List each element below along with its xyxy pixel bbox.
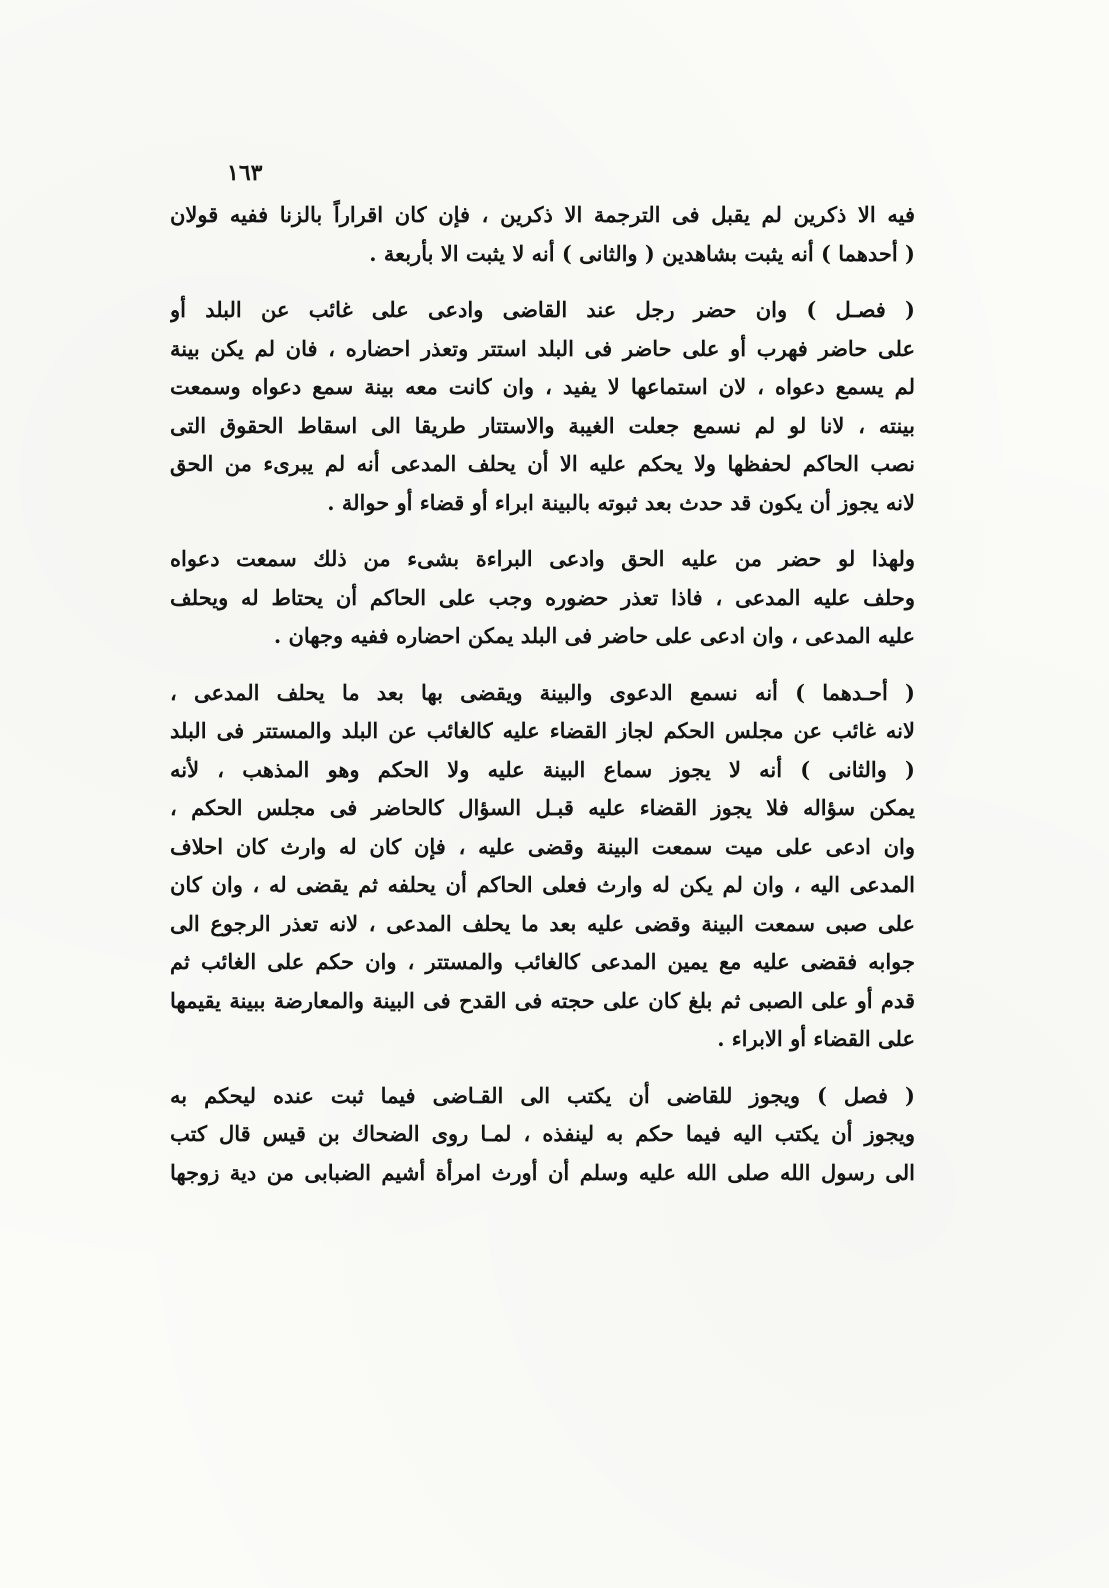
text-line: وان ادعى على ميت سمعت البينة وقضى عليه ، فإن كان له وارث كان احلاف — [170, 833, 915, 859]
text-line: ( فصل ) ويجوز للقاضى أن يكتب الى القـاضى فيما ثبت عنده ليحكم به — [170, 1082, 915, 1108]
text-line: عليه المدعى ، وان ادعى على حاضر فى البلد يمكن احضاره ففيه وجهان . — [273, 623, 915, 648]
text-line: قدم أو على الصبى ثم بلغ كان على حجته فى القدح فى البينة والمعارضة ببينة يقيمها — [170, 987, 915, 1013]
paragraph-2 — [170, 540, 915, 656]
text-line: جوابه فقضى عليه مع يمين المدعى كالغائب والمستتر ، وان حكم على الغائب ثم — [170, 949, 915, 974]
text-line: على حاضر فهرب أو على حاضر فى البلد استتر وتعذر احضاره ، فان لم يكن بينة — [170, 335, 915, 361]
text-line: ولهذا لو حضر من عليه الحق وادعى البراءة بشىء من ذلك سمعت دعواه — [170, 546, 915, 571]
text-line: ( أحـدهما ) أنه نسمع الدعوى والبينة ويقضى بها بعد ما يحلف المدعى ، — [170, 679, 915, 705]
paragraph-4 — [170, 1077, 915, 1193]
text-line: فيه الا ذكرين لم يقبل فى الترجمة الا ذكرين ، فإن كان اقراراً بالزنا ففيه قولان — [170, 202, 915, 227]
paragraph-gap — [170, 1059, 915, 1077]
text-line: بينته ، لانا لو لم نسمع جعلت الغيبة والاستتار طريقا الى اسقاط الحقوق التى — [170, 412, 915, 438]
paragraph-1 — [170, 291, 915, 522]
text-line: على صبى سمعت البينة وقضى عليه بعد ما يحلف المدعى ، لانه تعذر الرجوع الى — [170, 910, 915, 936]
paragraph-gap — [170, 522, 915, 540]
text-line: ( فصـل ) وان حضر رجل عند القاضى وادعى على غائب عن البلد أو — [170, 297, 915, 322]
page-number: ١٦٣ — [227, 160, 263, 186]
paragraph-gap — [170, 273, 915, 291]
page-body-text — [170, 196, 915, 1192]
text-line: يمكن سؤاله فلا يجوز القضاء عليه قبـل السؤال كالحاضر فى مجلس الحكم ، — [170, 795, 915, 820]
text-line: لم يسمع دعواه ، لان استماعها لا يفيد ، وان كانت معه بينة سمع دعواه وسمعت — [170, 374, 915, 399]
paragraph-gap — [170, 656, 915, 674]
text-line: الى رسول الله صلى الله عليه وسلم أن أورث امرأة أشيم الضبابى من دية زوجها — [170, 1159, 915, 1185]
paragraph-0 — [170, 196, 915, 273]
text-line: نصب الحاكم لحفظها ولا يحكم عليه الا أن يحلف المدعى أنه لم يبرىء من الحق — [170, 451, 915, 476]
paragraph-3 — [170, 674, 915, 1059]
text-line: ويجوز أن يكتب اليه فيما حكم به لينفذه ، لمـا روى الضحاك بن قيس قال كتب — [170, 1121, 915, 1146]
text-line: المدعى اليه ، وان لم يكن له وارث فعلى الحاكم أن يحلفه ثم يقضى له ، وان كان — [170, 872, 915, 897]
text-line: لانه يجوز أن يكون قد حدث بعد ثبوته بالبينة ابراء أو قضاء أو حوالة . — [327, 489, 915, 515]
text-line: ( والثانى ) أنه لا يجوز سماع البينة عليه ولا الحكم وهو المذهب ، لأنه — [170, 756, 915, 782]
text-line: وحلف عليه المدعى ، فاذا تعذر حضوره وجب على الحاكم أن يحتاط له ويحلف — [170, 584, 915, 610]
text-line: ( أحدهما ) أنه يثبت بشاهدين ( والثانى ) أنه لا يثبت الا بأربعة . — [369, 240, 915, 266]
text-line: لانه غائب عن مجلس الحكم لجاز القضاء عليه كالغائب عن البلد والمستتر فى البلد — [170, 718, 915, 743]
text-line: على القضاء أو الابراء . — [717, 1026, 915, 1051]
